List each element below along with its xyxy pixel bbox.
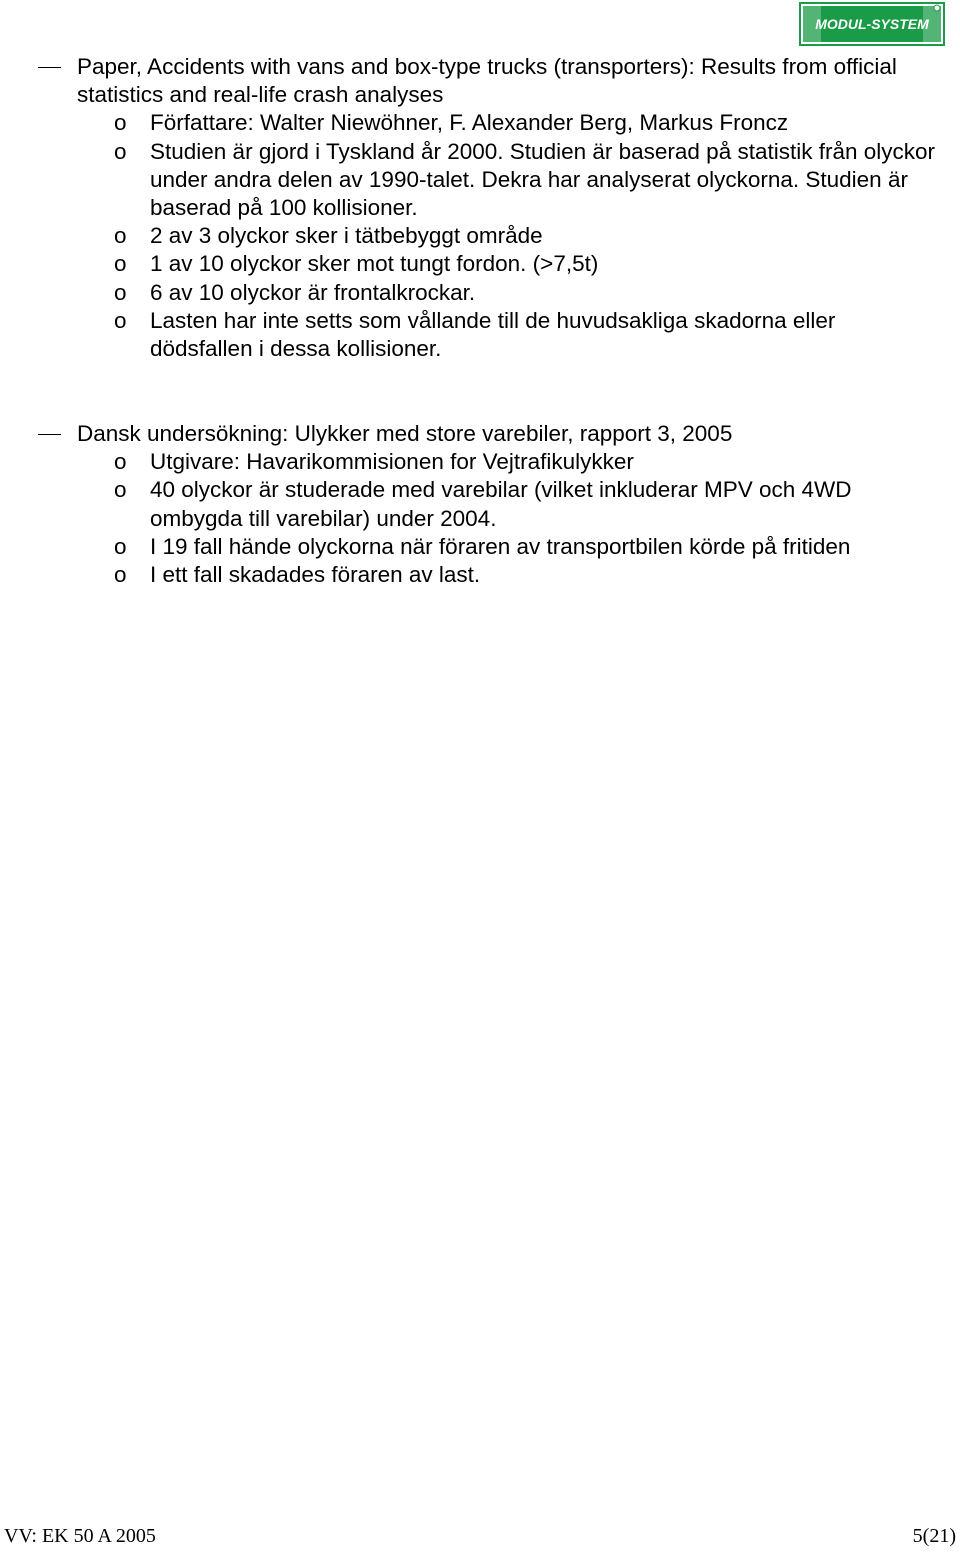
list-bullet: o — [114, 449, 127, 475]
list-item-text: Utgivare: Havarikommisionen for Vejtrafikulykker — [150, 449, 634, 475]
list-item — [0, 476, 960, 532]
list-item — [0, 109, 960, 137]
list-bullet: o — [114, 110, 127, 136]
page-number: 5(21) — [912, 1525, 956, 1547]
logo-text: MODUL-SYSTEM — [815, 16, 929, 32]
list-item — [0, 561, 960, 589]
list-item-text: 1 av 10 olyckor sker mot tungt fordon. (>7,5t) — [150, 251, 599, 277]
section-title-row — [0, 420, 960, 448]
list-item-text: 6 av 10 olyckor är frontalkrockar. — [150, 279, 476, 305]
list-bullet: o — [114, 562, 127, 588]
list-bullet: o — [114, 223, 127, 249]
list-item-text: I 19 fall hände olyckorna när föraren av transportbilen körde på fritiden — [150, 533, 851, 559]
list-item — [0, 533, 960, 561]
list-item — [0, 448, 960, 476]
list-item — [0, 138, 960, 223]
page-footer — [0, 1525, 960, 1555]
list-item-text: 40 olyckor är studerade med varebilar (vilket inkluderar MPV och 4WD ombygda till varebilar) under 2004. — [150, 477, 852, 531]
section-title-row — [0, 53, 960, 109]
list-item — [0, 250, 960, 278]
dash-bullet — [38, 67, 61, 68]
document-reference: VV: EK 50 A 2005 — [4, 1525, 156, 1547]
list-item-text: Författare: Walter Niewöhner, F. Alexander Berg, Markus Froncz — [150, 110, 789, 136]
section-title: Dansk undersökning: Ulykker med store varebiler, rapport 3, 2005 — [77, 421, 733, 446]
section-dansk-undersokning — [0, 420, 960, 589]
list-bullet: o — [114, 533, 127, 559]
list-bullet: o — [114, 138, 127, 164]
list-bullet: o — [114, 477, 127, 503]
section-paper-accidents — [0, 53, 960, 363]
list-item-text: Lasten har inte setts som vållande till de huvudsakliga skadorna eller dödsfallen i dessa kollisioner. — [150, 307, 836, 362]
list-item — [0, 307, 960, 363]
list-item-text: Studien är gjord i Tyskland år 2000. Studien är baserad på statistik från olyckor under andra delen av 1990-talet. Dekra har analyserat olyckorna. Studien är baserad på 100 kollisioner. — [150, 138, 936, 221]
dash-bullet — [38, 434, 61, 435]
list-item-text: I ett fall skadades föraren av last. — [150, 562, 481, 588]
section-title: Paper, Accidents with vans and box-type trucks (transporters): Results from official statistics and real-life crash analyses — [77, 54, 897, 108]
list-item — [0, 222, 960, 250]
list-bullet: o — [114, 251, 127, 277]
list-bullet: o — [114, 279, 127, 305]
list-item — [0, 279, 960, 307]
modul-system-logo — [799, 2, 945, 46]
list-bullet: o — [114, 307, 127, 333]
list-item-text: 2 av 3 olyckor sker i tätbebyggt område — [150, 223, 543, 249]
